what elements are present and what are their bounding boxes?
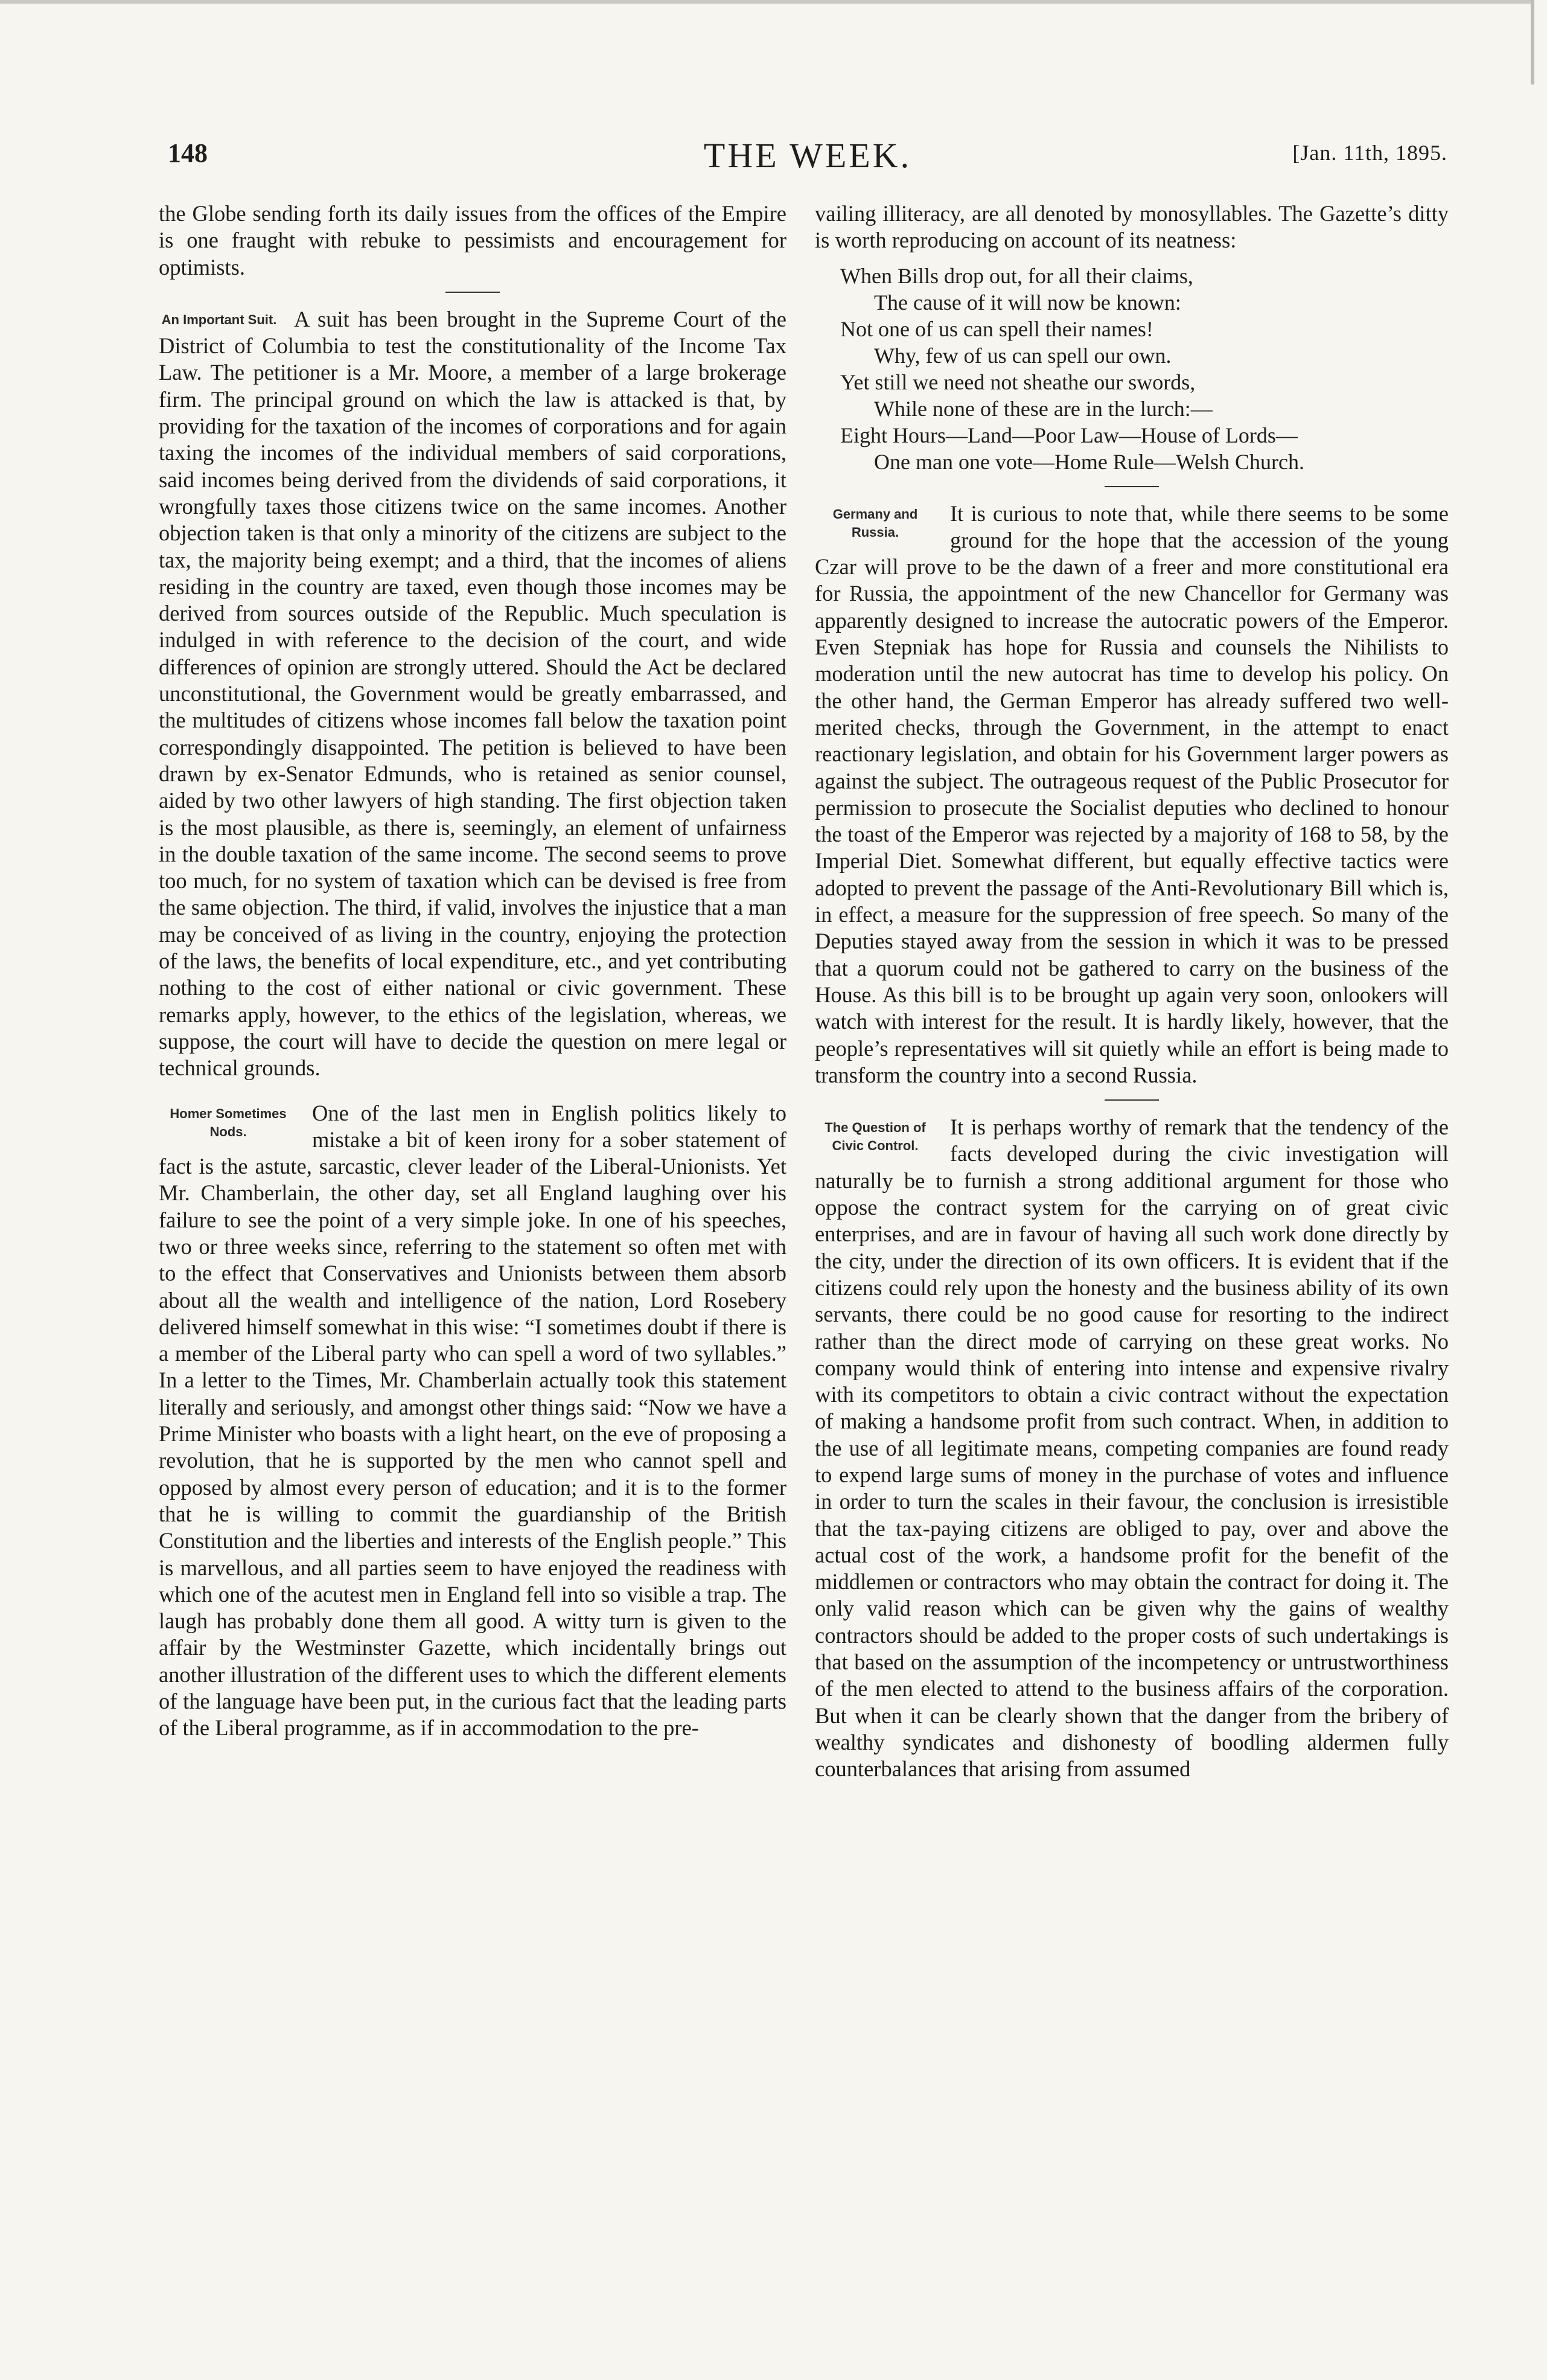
continuation-paragraph: vailing illiteracy, are all denoted by monosyllables. The Gazette’s ditty is worth reproducing on account of its neatness: (815, 201, 1449, 253)
journal-title: THE WEEK. (703, 136, 912, 175)
page-number: 148 (168, 138, 208, 168)
section-divider (1105, 1099, 1159, 1101)
poem-line: The cause of it will now be known: (874, 290, 1181, 315)
page-top-edge (0, 0, 1533, 4)
section-divider (445, 292, 500, 293)
article-germany-russia: It is curious to note that, while there seems to be some ground for the hope that the accession of the young Czar will prove to be the dawn of a freer and more constitutional era for Russia, the appointment of the new Chancellor for Germany was apparently designed to increase the autocratic powers of the Emperor. Even Stepniak has hope for Russia and counsels the Nihilists to moderation until the new autocrat has time to develop his policy. On the other hand, the German Emperor has already suffered two well-merited checks, through the Government, in the attempt to enact reactionary legislation, and obtain for his Government larger powers as against the subject. The outrageous request of the Public Prosecutor for permission to prosecute the Socialist deputies who declined to honour the toast of the Emperor was rejected by a majority of 168 to 58, by the Imperial Diet. Somewhat different, but equally effective tactics were adopted to prevent the passage of the Anti-Revolutionary Bill which is, in effect, a measure for the suppression of free speech. So many of the Deputies stayed away from the session in which it was to be pressed that a quorum could not be gathered to carry on the business of the House. As this bill is to be brought up again very soon, onlookers will watch with interest for the result. It is hardly likely, however, that the people’s representatives will sit quietly while an effort is being made to transform the country into a second Russia. (815, 501, 1449, 1087)
poem-line: Eight Hours—Land—Poor Law—House of Lords— (840, 423, 1298, 447)
sidehead-germany-russia: Germany and Russia. (832, 506, 918, 540)
sidehead-important-suit: An Important Suit. (161, 312, 277, 327)
issue-date: [Jan. 11th, 1895. (1292, 141, 1447, 165)
article-important-suit: A suit has been brought in the Supreme Court of the District of Columbia to test the constitutionality of the Income Tax Law. The petitioner is a Mr. Moore, a member of a large brokerage firm. The principal ground on which the law is attacked is that, by providing for the taxation of the incomes of corporations and for again taxing the incomes of the individual members of said corporations, said incomes being derived from the dividends of said corporations, it wrongfully taxes those citizens twice on the same incomes. Another objection taken is that only a minority of the citizens are subject to the tax, the majority being exempt; and a third, that the incomes of aliens residing in the country are taxed, even though those incomes may be derived from sources outside of the Republic. Much speculation is indulged in with reference to the decision of the court, and wide differences of opinion are strongly uttered. Should the Act be declared unconstitutional, the Government would be greatly embarrassed, and the multitudes of citizens whose incomes fall below the taxation point correspondingly disappointed. The petition is believed to have been drawn by ex-Senator Edmunds, who is retained as senior counsel, aided by two other lawyers of high standing. The first objection taken is the most plausible, as there is, seemingly, an element of unfairness in the double taxation of the same income. The second seems to prove too much, for no system of taxation which can be devised is free from the same objection. The third, if valid, involves the injustice that a man may be conceived of as living in the country, enjoying the protection of the laws, the benefits of local expenditure, etc., and yet contributing nothing to the cost of either national or civic government. These remarks apply, however, to the ethics of the legislation, whereas, we suppose, the court will have to decide the question on mere legal or technical grounds. (159, 306, 786, 1081)
sidehead-civic-control: The Question of Civic Control. (825, 1120, 926, 1154)
poem-line: Not one of us can spell their names! (840, 316, 1153, 341)
poem-line: When Bills drop out, for all their claims, (840, 263, 1193, 288)
page-right-edge (1531, 0, 1534, 85)
right-column (815, 200, 1449, 1783)
poem-line: One man one vote—Home Rule—Welsh Church. (874, 449, 1304, 474)
section-divider (1105, 486, 1159, 487)
poem-line: While none of these are in the lurch:— (874, 396, 1213, 421)
gazette-poem (840, 263, 1449, 475)
page-header (168, 138, 1447, 174)
article-homer-nods: One of the last men in English politics likely to mistake a bit of keen irony for a sober statement of fact is the astute, sarcastic, clever leader of the Liberal-Unionists. Yet Mr. Chamberlain, the other day, set all England laughing over his failure to see the point of a very simple joke. In one of his speeches, two or three weeks since, referring to the statement so often met with to the effect that Conservatives and Unionists between them absorb about all the wealth and intelligence of the nation, Lord Rosebery delivered himself somewhat in this wise: “I sometimes doubt if there is a member of the Liberal party who can spell a word of two syllables.” In a letter to the Times, Mr. Chamberlain actually took this statement literally and seriously, and amongst other things said: “Now we have a Prime Minister who boasts with a light heart, on the eve of proposing a revolution, that he is supported by the men who cannot spell and opposed by almost every person of education; and it is to the former that he is willing to commit the guardianship of the British Constitution and the liberties and interests of the English people.” This is marvellous, and all parties seem to have enjoyed the readiness with which one of the acutest men in England fell into so visible a trap. The laugh has probably done them all good. A witty turn is given to the affair by the Westminster Gazette, which incidentally brings out another illustration of the different uses to which the different elements of the language have been put, in the curious fact that the leading parts of the Liberal programme, as if in accommodation to the pre- (159, 1100, 786, 1741)
opening-paragraph: the Globe sending forth its daily issues from the offices of the Empire is one fraught with rebuke to pessimists and encouragement for optimists. (159, 201, 786, 280)
poem-line: Why, few of us can spell our own. (874, 343, 1172, 368)
article-civic-control: It is perhaps worthy of remark that the tendency of the facts developed during the civic investigation will naturally be to furnish a strong additional argument for those who oppose the contract system for the carrying on of great civic enterprises, and are in favour of having all such work done directly by the city, under the direction of its own officers. It is evident that if the citizens could rely upon the honesty and the business ability of its own servants, there could be no good cause for resorting to the indirect rather than the direct mode of carrying on these great works. No company would think of entering into intense and expensive rivalry with its competitors to obtain a civic contract without the expectation of making a handsome profit from such contract. When, in addition to the use of all legitimate means, competing companies are found ready to expend large sums of money in the purchase of votes and influence in order to turn the scales in their favour, the conclusion is irresistible that the tax-paying citizens are obliged to pay, over and above the actual cost of the work, a handsome profit for the benefit of the middlemen or contractors who may obtain the contract for doing it. The only valid reason which can be given why the gains of wealthy contractors should be added to the proper costs of such undertakings is that based on the assumption of the incompetency or untrustworthiness of the men elected to attend to the business affairs of the corporation. But when it can be clearly shown that the danger from the bribery of wealthy syndicates and dishonesty of boodling aldermen fully counterbalances that arising from assumed (815, 1115, 1449, 1782)
left-column (159, 200, 786, 1742)
poem-line: Yet still we need not sheathe our swords, (840, 369, 1196, 394)
sidehead-homer-nods: Homer Sometimes Nods. (170, 1105, 287, 1139)
